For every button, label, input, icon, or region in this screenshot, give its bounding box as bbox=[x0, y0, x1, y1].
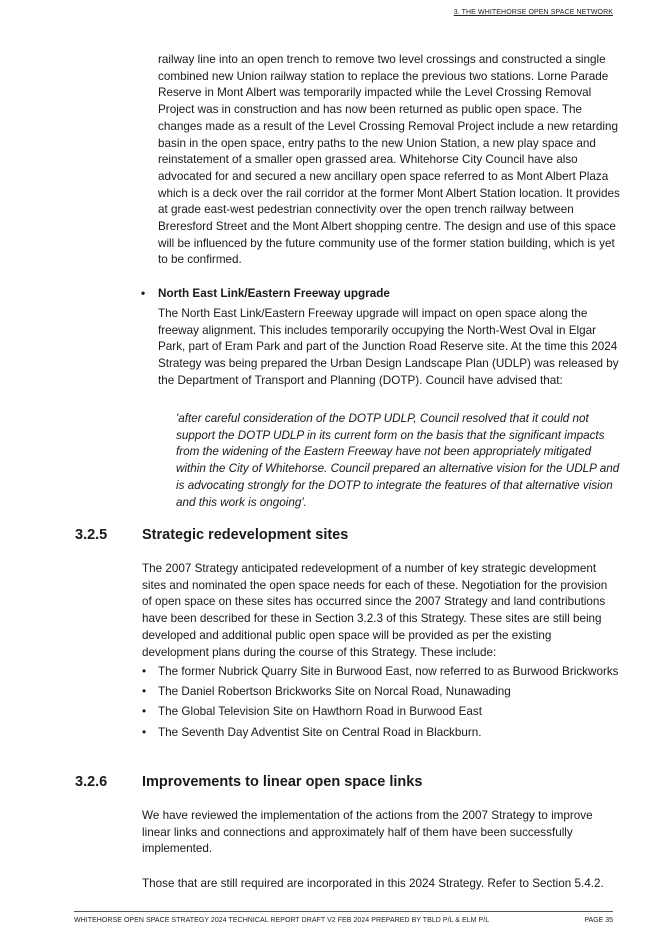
list-item-text: The Daniel Robertson Brickworks Site on Norcal Road, Nunawading bbox=[158, 685, 511, 699]
footer-page-number: PAGE 35 bbox=[584, 917, 613, 924]
north-east-link-paragraph: The North East Link/Eastern Freeway upgrade will impact on open space along the freeway alignment. This includes temporarily occupying the North-West Oval in Elgar Park, part of Eram Park and part of the Junction Road Reserve site. At the time this 2024 Strategy was being prepared the Urban Design Landscape Plan (UDLP) was released by the Department of Transport and Planning (DOTP). Council have advised that: bbox=[158, 307, 619, 387]
council-quote: 'after careful consideration of the DOTP UDLP, Council resolved that it could not support the DOTP UDLP in its current form on the basis that the significant impacts from the widening of the Eastern Freeway have not been appropriately mitigated within the City of Whitehorse. Council prepared an alternative vision for the UDLP and is advocating strongly for the DOTP to integrate the features of that alternative vision and this work is ongoing'. bbox=[176, 412, 620, 509]
list-item bbox=[142, 704, 620, 721]
list-item-text: The Seventh Day Adventist Site on Central Road in Blackburn. bbox=[158, 725, 482, 739]
list-item bbox=[142, 725, 620, 742]
strategic-sites-paragraph: The 2007 Strategy anticipated redevelopment of a number of key strategic development sites and nominated the open space needs for each of these. Negotiation for the provision of open space on these sites has occurred since the 2007 Strategy and land contributions have been described for these in Section 3.2.3 of this Strategy. These sites are still being developed and additional public open space will be provided as per the existing development plans during the course of this Strategy. These include: bbox=[142, 562, 608, 659]
footer-document-info: WHITEHORSE OPEN SPACE STRATEGY 2024 TECHNICAL REPORT DRAFT V2 FEB 2024 PREPARED BY TBLD P/L & ELM P/L bbox=[74, 917, 490, 924]
footer-divider bbox=[74, 911, 613, 912]
bullet-icon: • bbox=[142, 665, 147, 678]
section-title: Strategic redevelopment sites bbox=[142, 527, 349, 543]
north-east-link-heading-text: North East Link/Eastern Freeway upgrade bbox=[158, 287, 390, 300]
running-header-section: 3. THE WHITEHORSE OPEN SPACE NETWORK bbox=[453, 9, 613, 16]
strategic-sites-list bbox=[142, 664, 620, 745]
list-item bbox=[142, 684, 620, 701]
bullet-icon: • bbox=[142, 705, 147, 719]
list-item-text: The former Nubrick Quarry Site in Burwood East, now referred to as Burwood Brickworks bbox=[158, 665, 619, 678]
list-item-text: The Global Television Site on Hawthorn Road in Burwood East bbox=[158, 705, 482, 719]
bullet-icon: • bbox=[142, 685, 147, 699]
section-number: 3.2.6 bbox=[75, 774, 108, 790]
bullet-icon: • bbox=[142, 725, 147, 739]
list-item bbox=[142, 664, 620, 681]
section-title: Improvements to linear open space links bbox=[142, 774, 423, 790]
linear-links-paragraph: We have reviewed the implementation of the actions from the 2007 Strategy to improve linear links and connections and approximately half of them have been successfully implemented. bbox=[142, 809, 593, 856]
bullet-icon: • bbox=[141, 287, 146, 300]
section-number: 3.2.5 bbox=[75, 527, 108, 543]
remaining-links-paragraph: Those that are still required are incorporated in this 2024 Strategy. Refer to Section 5.4.2. bbox=[142, 877, 604, 890]
rail-crossing-paragraph: railway line into an open trench to remove two level crossings and constructed a single combined new Union railway station to replace the previous two stations. Lorne Parade Reserve in Mont Albert was temporarily impacted while the Level Crossing Removal Project was in construction and has now been returned as public open space. The changes made as a result of the Level Crossing Removal Project include a new retarding basin in the open space, entry paths to the new Union Station, a new play space and reinstatement of a smaller open grassed area. Whitehorse City Council have also advocated for and secured a new ancillary open space referred to as Mont Albert Plaza which is a deck over the rail corridor at the former Mont Albert Station location. It provides at grade east-west pedestrian connectivity over the open trench railway between Breresford Street and the Mont Albert shopping centre. The design and use of this space will be influenced by the future community use of the former station building, which is yet to be confirmed. bbox=[158, 53, 620, 267]
